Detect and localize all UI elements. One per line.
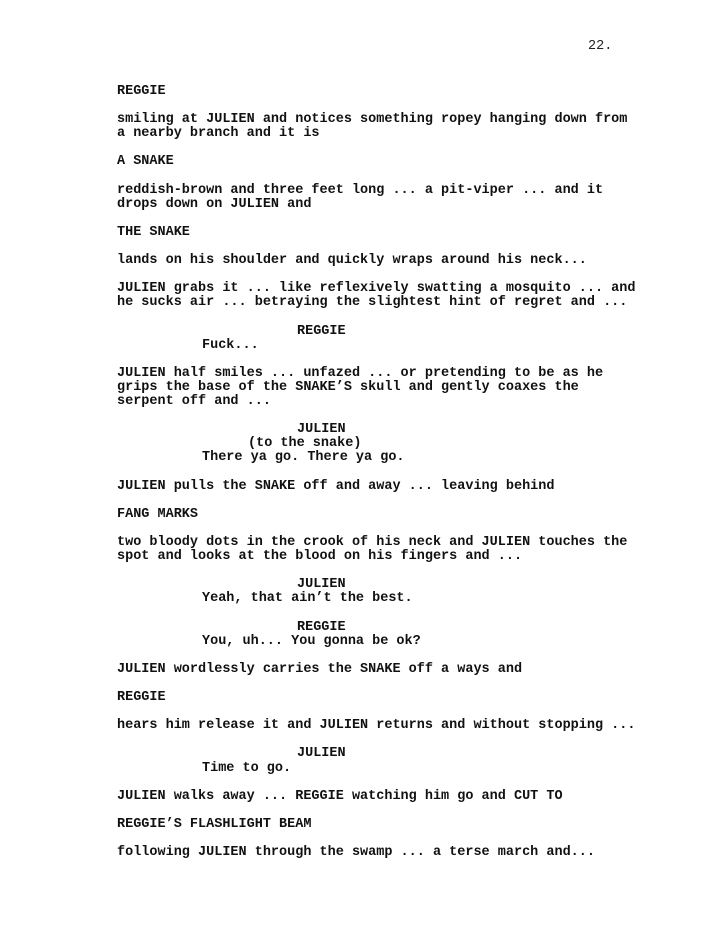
block-gap: [117, 409, 677, 423]
character-cue: REGGIE: [297, 619, 346, 635]
action-line: JULIEN wordlessly carries the SNAKE off a ways and: [117, 661, 523, 677]
block-gap: [117, 212, 677, 226]
action-line: two bloody dots in the crook of his neck and JULIEN touches the: [117, 535, 628, 550]
action-line: he sucks air ... betraying the slightest hint of regret and ...: [117, 295, 628, 311]
shot-heading: [117, 508, 677, 522]
shot-heading: [117, 85, 677, 99]
action-line: JULIEN pulls the SNAKE off and away ... leaving behind: [117, 478, 555, 494]
action-line: reddish-brown and three feet long ... a pit-viper ... and it: [117, 182, 604, 198]
action-line: serpent off and ...: [117, 394, 271, 410]
parenthetical: (to the snake): [248, 436, 362, 452]
dialogue-block: [117, 423, 677, 465]
action-line: a nearby branch and it is: [117, 126, 320, 142]
action-block: [117, 282, 677, 310]
action-line: following JULIEN through the swamp ... a terse march and...: [117, 845, 595, 861]
action-block: [117, 184, 677, 212]
action-line: lands on his shoulder and quickly wraps around his neck...: [117, 253, 587, 269]
block-gap: [117, 353, 677, 367]
character-cue: JULIEN: [297, 577, 346, 593]
shot-heading-line: A SNAKE: [117, 154, 174, 170]
shot-heading-line: REGGIE: [117, 690, 166, 706]
shot-heading-line: FANG MARKS: [117, 506, 199, 522]
dialogue-line: Yeah, that ain’t the best.: [202, 591, 413, 607]
block-gap: [117, 141, 677, 155]
dialogue-line: Time to go.: [202, 760, 292, 776]
block-gap: [117, 776, 677, 790]
action-block: [117, 663, 677, 677]
action-block: [117, 536, 677, 564]
character-cue: REGGIE: [297, 323, 346, 339]
action-line: smiling at JULIEN and notices something ropey hanging down from: [117, 112, 628, 128]
shot-heading: [117, 155, 677, 169]
block-gap: [117, 170, 677, 184]
block-gap: [117, 733, 677, 747]
block-gap: [117, 466, 677, 480]
block-gap: [117, 99, 677, 113]
block-gap: [117, 677, 677, 691]
dialogue-line: You, uh... You gonna be ok?: [202, 633, 421, 649]
action-line: JULIEN grabs it ... like reflexively swatting a mosquito ... and: [117, 281, 636, 297]
action-block: [117, 790, 677, 804]
character-cue: JULIEN: [297, 422, 346, 438]
block-gap: [117, 240, 677, 254]
shot-heading-line: REGGIE’S FLASHLIGHT BEAM: [117, 816, 312, 832]
shot-heading-line: REGGIE: [117, 84, 166, 99]
dialogue-block: [117, 325, 677, 353]
dialogue-line: Fuck...: [202, 337, 259, 353]
action-block: [117, 846, 677, 860]
dialogue-line: There ya go. There ya go.: [202, 450, 405, 466]
screenplay-body: [117, 85, 677, 860]
action-line: hears him release it and JULIEN returns and without stopping ...: [117, 718, 636, 734]
shot-heading-line: THE SNAKE: [117, 224, 190, 240]
block-gap: [117, 564, 677, 578]
dialogue-block: [117, 747, 677, 775]
action-line: drops down on JULIEN and: [117, 196, 312, 212]
action-block: [117, 254, 677, 268]
action-line: spot and looks at the blood on his fingers and ...: [117, 549, 523, 565]
block-gap: [117, 268, 677, 282]
dialogue-block: [117, 621, 677, 649]
block-gap: [117, 311, 677, 325]
page-number: 22.: [588, 39, 613, 54]
block-gap: [117, 494, 677, 508]
block-gap: [117, 522, 677, 536]
block-gap: [117, 649, 677, 663]
block-gap: [117, 832, 677, 846]
action-block: [117, 480, 677, 494]
dialogue-block: [117, 578, 677, 606]
block-gap: [117, 705, 677, 719]
action-line: JULIEN walks away ... REGGIE watching him go and CUT TO: [117, 788, 563, 804]
block-gap: [117, 804, 677, 818]
action-block: [117, 367, 677, 409]
character-cue: JULIEN: [297, 746, 346, 762]
shot-heading: [117, 691, 677, 705]
shot-heading: [117, 818, 677, 832]
action-line: JULIEN half smiles ... unfazed ... or pretending to be as he: [117, 365, 604, 381]
shot-heading: [117, 226, 677, 240]
action-line: grips the base of the SNAKE’S skull and gently coaxes the: [117, 379, 579, 395]
block-gap: [117, 606, 677, 620]
action-block: [117, 719, 677, 733]
action-block: [117, 113, 677, 141]
